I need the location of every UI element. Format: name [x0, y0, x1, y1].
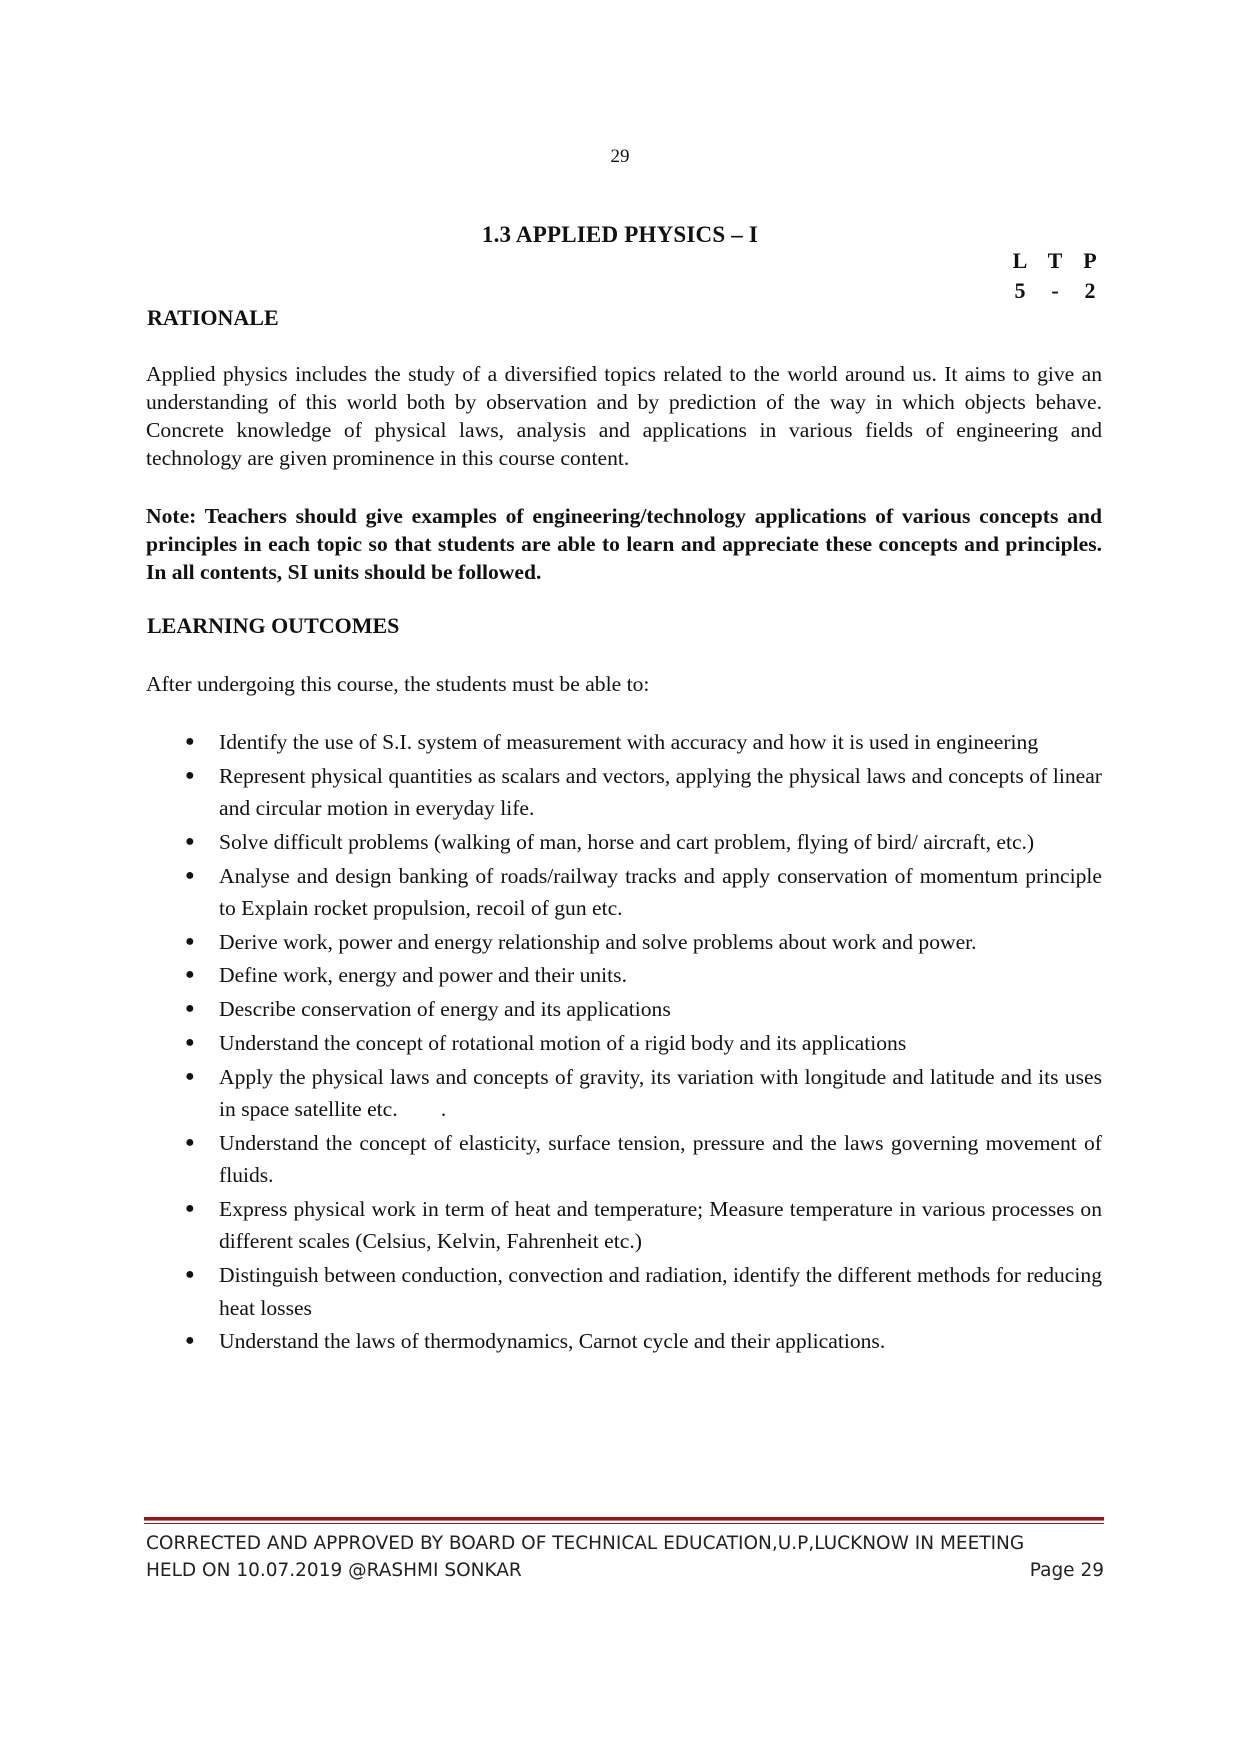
footer-divider	[144, 1517, 1104, 1521]
list-item-text: Identify the use of S.I. system of measurement with accuracy and how it is used in engineering	[219, 730, 1039, 754]
ltp-value-t: -	[1051, 278, 1059, 303]
learning-outcomes-intro: After undergoing this course, the students must be able to:	[146, 672, 650, 696]
list-item-text: Solve difficult problems (walking of man, horse and cart problem, flying of bird/ aircraft, etc.)	[219, 829, 1035, 854]
list-item-text: Apply the physical laws and concepts of gravity, its variation with longitude and latitude and its uses in space satellite etc. .	[219, 1064, 1108, 1121]
list-item	[146, 760, 1102, 825]
page-title: 1.3 APPLIED PHYSICS – I	[481, 222, 759, 247]
bullet-icon: ●	[185, 1067, 195, 1085]
ltp-value-l: 5	[1014, 278, 1026, 303]
footer-approval-line: CORRECTED AND APPROVED BY BOARD OF TECHNICAL EDUCATION,U.P,LUCKNOW IN MEETING	[146, 1533, 1025, 1554]
page-footer	[146, 1530, 1104, 1584]
list-item-text: Define work, energy and power and their units.	[219, 963, 627, 988]
list-item-text: Derive work, power and energy relationship and solve problems about work and power.	[219, 929, 977, 954]
bullet-icon: ●	[185, 966, 195, 984]
list-item	[146, 926, 1102, 959]
bullet-icon: ●	[185, 832, 195, 850]
footer-divider-thin	[144, 1523, 1104, 1524]
bullet-icon: ●	[185, 1199, 195, 1217]
list-item	[146, 1325, 1102, 1358]
list-item-text: Distinguish between conduction, convection and radiation, identify the different methods for reducing heat losses	[219, 1263, 1102, 1320]
list-item	[146, 860, 1102, 925]
bullet-icon: ●	[185, 932, 195, 950]
list-item-text: Represent physical quantities as scalars and vectors, applying the physical laws and concepts of linear and circular motion in everyday life.	[219, 763, 1102, 821]
learning-outcomes-heading: LEARNING OUTCOMES	[147, 613, 400, 638]
bullet-icon: ●	[185, 733, 195, 750]
ltp-header-t: T	[1047, 248, 1063, 273]
bullet-icon: ●	[185, 1033, 195, 1051]
list-item	[146, 826, 1102, 859]
bullet-icon: ●	[185, 1000, 195, 1018]
list-item	[146, 726, 1102, 759]
list-item	[146, 1193, 1102, 1258]
learning-outcomes-list	[146, 726, 1108, 1359]
list-item-text: Understand the concept of rotational motion of a rigid body and its applications	[219, 1030, 907, 1055]
list-item	[146, 1027, 1102, 1060]
ltp-header-row	[1005, 248, 1105, 274]
list-item-text: Describe conservation of energy and its applications	[219, 997, 671, 1022]
list-item-text: Understand the concept of elasticity, surface tension, pressure and the laws governing movement of fluids.	[219, 1130, 1102, 1188]
bullet-icon: ●	[185, 1266, 195, 1284]
bullet-icon: ●	[185, 1133, 195, 1151]
ltp-header-l: L	[1012, 248, 1028, 273]
list-item	[146, 1127, 1102, 1192]
list-item	[146, 993, 1102, 1026]
list-item	[146, 1061, 1108, 1126]
teacher-note: Note: Teachers should give examples of engineering/technology applications of various concepts and principles in each topic so that students are able to learn and appreciate these concepts and principles. In all contents, SI units should be followed.	[146, 504, 1102, 584]
list-item-text: Analyse and design banking of roads/railway tracks and apply conservation of momentum principle to Explain rocket propulsion, recoil of gun etc.	[219, 863, 1102, 921]
list-item-text: Understand the laws of thermodynamics, Carnot cycle and their applications.	[219, 1329, 886, 1354]
list-item	[146, 959, 1102, 992]
ltp-values-row	[1005, 278, 1105, 304]
rationale-paragraph: Applied physics includes the study of a diversified topics related to the world around us. It aims to give an understanding of this world both by observation and by prediction of the way in which objects behave. Concrete knowledge of physical laws, analysis and applications in various fields of engineering and technology are given prominence in this course content.	[146, 362, 1102, 470]
ltp-value-p: 2	[1084, 278, 1096, 303]
page-number-top: 29	[610, 146, 630, 167]
ltp-header-p: P	[1083, 248, 1097, 273]
list-item	[146, 1259, 1102, 1324]
bullet-icon: ●	[185, 1332, 195, 1350]
rationale-heading: RATIONALE	[147, 305, 279, 330]
bullet-icon: ●	[185, 866, 195, 884]
bullet-icon: ●	[185, 766, 195, 784]
list-item-text: Express physical work in term of heat and temperature; Measure temperature in various processes on different scales (Celsius, Kelvin, Fahrenheit etc.)	[219, 1196, 1102, 1254]
footer-page-number: Page 29	[1029, 1560, 1104, 1581]
footer-second-line	[146, 1557, 1104, 1584]
footer-meeting-date: HELD ON 10.07.2019 @RASHMI SONKAR	[146, 1560, 522, 1581]
